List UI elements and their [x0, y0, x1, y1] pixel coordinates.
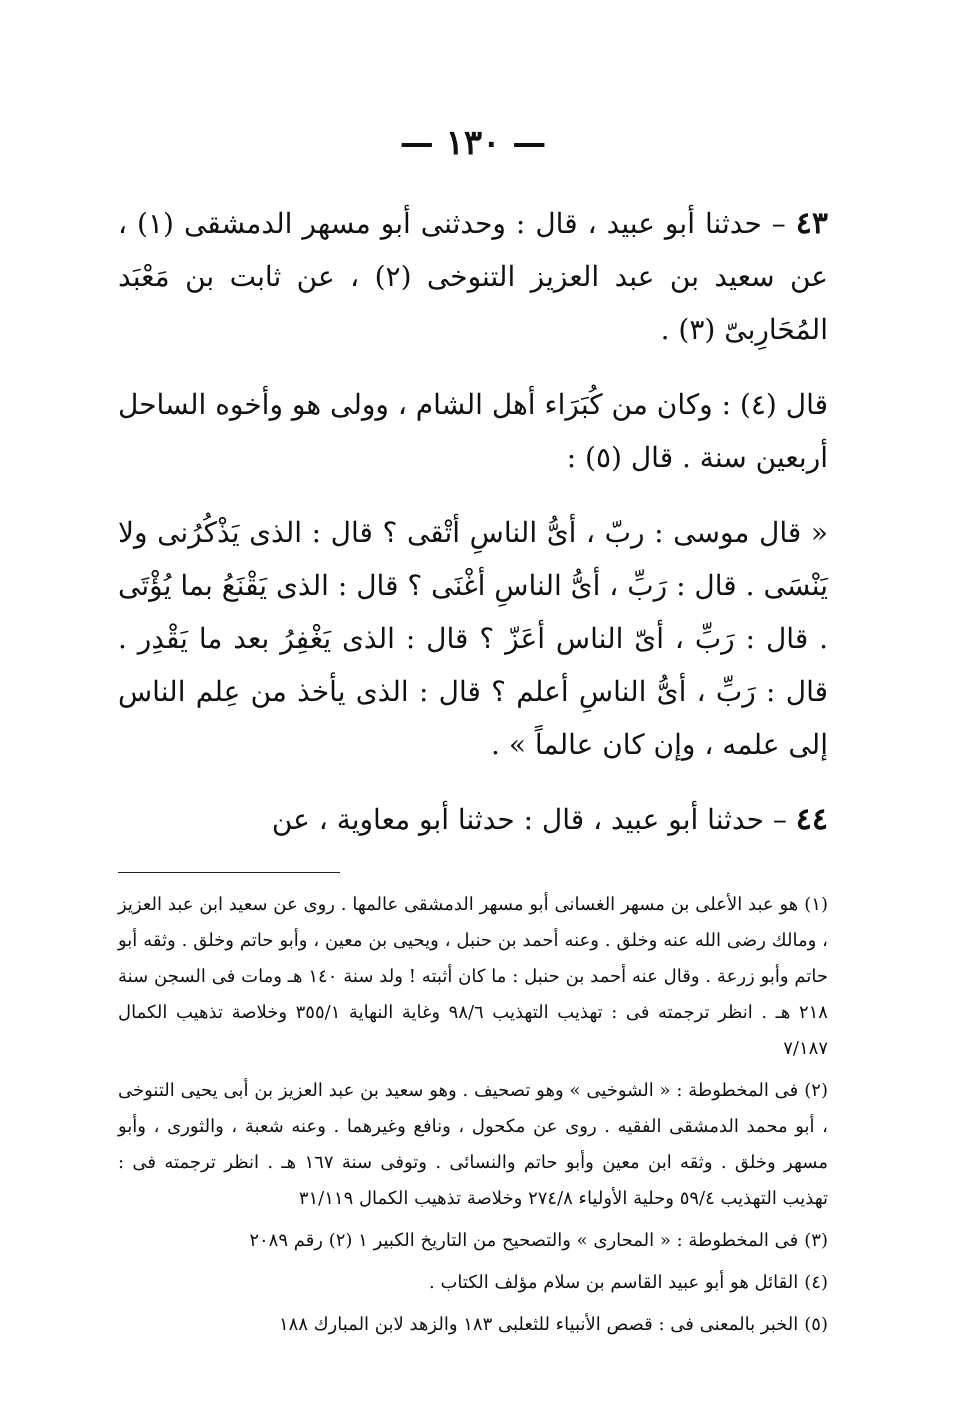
book-page: [118, 115, 828, 1349]
footnote-text: الخبر بالمعنى فى : قصص الأنبياء للثعلبى ١٨٣ والزهد لابن المبارك ١٨٨: [278, 1314, 799, 1335]
paragraph-musa-quote: [118, 506, 828, 771]
footnote-mark: (٢): [804, 1080, 828, 1101]
main-text: [118, 197, 828, 846]
paragraph-text: « قال موسى : ربّ ، أىُّ الناسِ أتْقى ؟ قال : الذى يَذْكُرُنى ولا يَنْسَى . قال : رَبِّ ، أىُّ الناسِ أغْنَى ؟ قال : الذى يَقْنَعُ بما يُؤْتَى . قال : رَبِّ ، أىّ الناس أعَزّ ؟ قال : الذى يَغْفِرُ بعد ما يَقْدِر . قال : رَبِّ ، أىُّ الناسِ أعلم ؟ قال : الذى يأخذ من عِلم الناس إلى علمه ، وإن كان عالماً » .: [118, 516, 829, 761]
paragraph-qala: [118, 378, 828, 484]
footnote-mark: (١): [804, 894, 828, 915]
footnote-separator: [118, 872, 340, 873]
paragraph-number: ٤٣: [795, 206, 829, 241]
paragraph-43: [118, 197, 828, 356]
footnote-text: هو عبد الأعلى بن مسهر الغسانى أبو مسهر الدمشقى عالمها . روى عن سعيد ابن عبد العزيز ، ومالك رضى الله عنه وخلق . وعنه أحمد بن حنبل ، ويحيى بن معين ، وأبو حاتم وخلق . وثقه أبو حاتم وأبو زرعة . وقال عنه أحمد بن حنبل : ما كان أثبته ! ولد سنة ١٤٠ هـ ومات فى السجن سنة ٢١٨ هـ . انظر ترجمته فى : تهذيب التهذيب ٩٨/٦ وغاية النهاية ٣٥٥/١ وخلاصة تذهيب الكمال ٧/١٨٧: [118, 894, 829, 1059]
footnote-text: القائل هو أبو عبيد القاسم بن سلام مؤلف الكتاب .: [429, 1272, 799, 1293]
paragraph-text: – حدثنا أبو عبيد ، قال : وحدثنى أبو مسهر الدمشقى (١) ، عن سعيد بن عبد العزيز التنوخى (٢) ، عن ثابت بن مَعْبَد المُحَارِبىّ (٣) .: [118, 207, 828, 346]
footnote-2: [118, 1073, 828, 1217]
footnote-5: [118, 1307, 828, 1343]
paragraph-text: – حدثنا أبو عبيد ، قال : حدثنا أبو معاوية ، عن: [271, 803, 787, 836]
footnote-text: فى المخطوطة : « الشوخيى » وهو تصحيف . وهو سعيد بن عبد العزيز بن أبى يحيى التنوخى ، أبو محمد الدمشقى الفقيه . روى عن مكحول ، ونافع وغيرهما . وعنه شعبة ، والثورى ، وأبو مسهر وخلق . وثقه ابن معين وأبو حاتم والنسائى . وتوفى سنة ١٦٧ هـ . انظر ترجمته فى : تهذيب التهذيب ٥٩/٤ وحلية الأولياء ٢٧٤/٨ وخلاصة تذهيب الكمال ٣١/١١٩: [118, 1080, 828, 1209]
page-number: — ١٣٠ —: [399, 123, 547, 163]
footnote-3: [118, 1223, 828, 1259]
paragraph-44: [118, 793, 828, 846]
paragraph-number: ٤٤: [795, 802, 828, 837]
footnotes: [118, 887, 828, 1343]
footnote-text: فى المخطوطة : « المحارى » والتصحيح من التاريخ الكبير ١ (٢) رقم ٢٠٨٩: [249, 1230, 799, 1251]
paragraph-text: قال (٤) : وكان من كُبَرَاء أهل الشام ، وولى هو وأخوه الساحل أربعين سنة . قال (٥) :: [118, 388, 828, 474]
footnote-mark: (٣): [804, 1230, 828, 1251]
footnote-mark: (٥): [804, 1314, 828, 1335]
footnote-1: [118, 887, 828, 1067]
footnote-mark: (٤): [804, 1272, 828, 1293]
footnote-4: [118, 1265, 828, 1301]
